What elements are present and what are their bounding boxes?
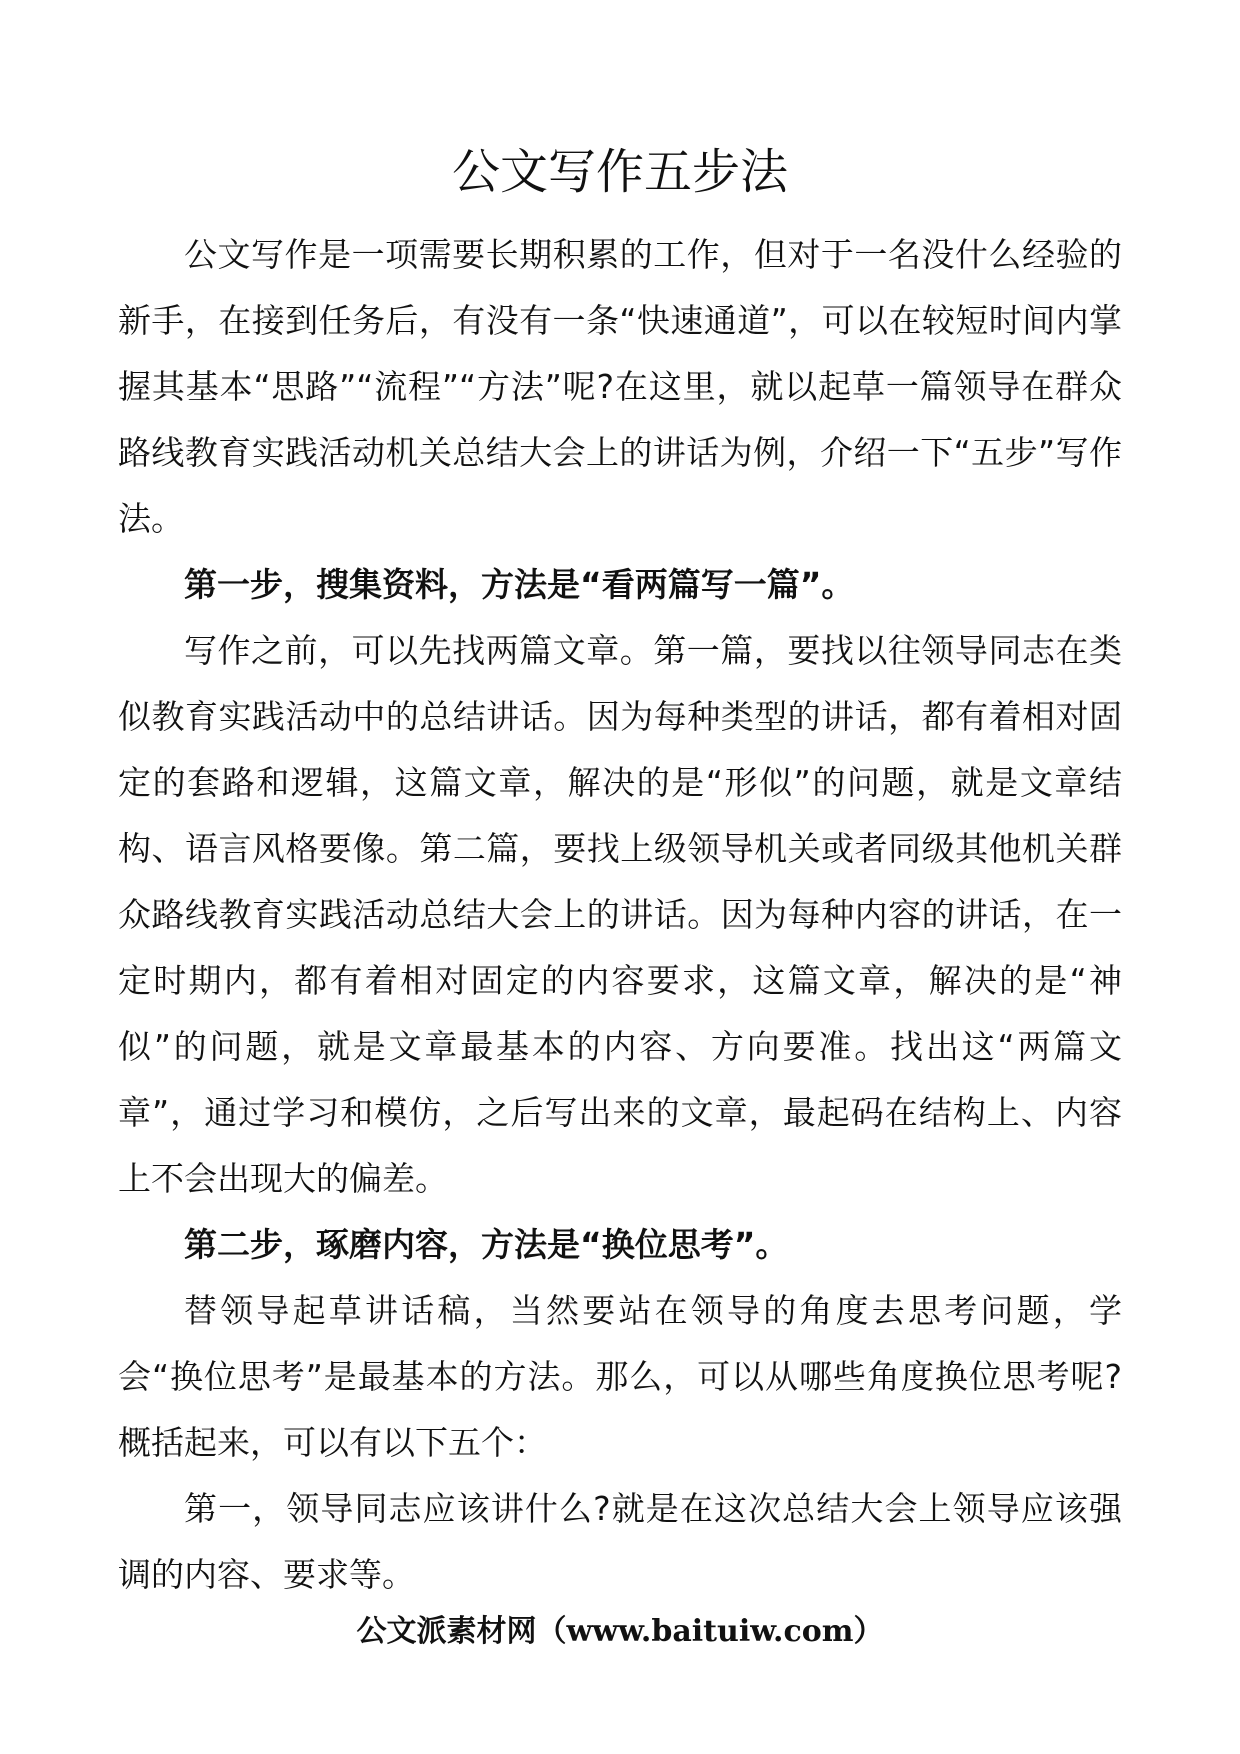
document-body [118,222,1122,1608]
step-one-heading: 第一步，搜集资料，方法是“看两篇写一篇”。 [184,565,855,604]
step-one-paragraph: 写作之前，可以先找两篇文章。第一篇，要找以往领导同志在类似教育实践活动中的总结讲话。因为每种类型的讲话，都有着相对固定的套路和逻辑，这篇文章，解决的是“形似”的问题，就是文章结构、语言风格要像。第二篇，要找上级领导机关或者同级其他机关群众路线教育实践活动总结大会上的讲话。因为每种内容的讲话，在一定时期内，都有着相对固定的内容要求，这篇文章，解决的是“神似”的问题，就是文章最基本的内容、方向要准。找出这“两篇文章”，通过学习和模仿，之后写出来的文章，最起码在结构上、内容上不会出现大的偏差。 [118,631,1122,1198]
intro-paragraph: 公文写作是一项需要长期积累的工作，但对于一名没什么经验的新手，在接到任务后，有没有一条“快速通道”，可以在较短时间内掌握其基本“思路”“流程”“方法”呢?在这里，就以起草一篇领导在群众路线教育实践活动机关总结大会上的讲话为例，介绍一下“五步”写作法。 [118,235,1122,538]
footer-source: 公文派素材网（www.baituiw.com） [356,1614,884,1649]
step-two-paragraph: 替领导起草讲话稿，当然要站在领导的角度去思考问题，学会“换位思考”是最基本的方法。那么，可以从哪些角度换位思考呢?概括起来，可以有以下五个： [118,1291,1122,1462]
document-title: 公文写作五步法 [451,144,788,200]
point-one-paragraph: 第一，领导同志应该讲什么?就是在这次总结大会上领导应该强调的内容、要求等。 [118,1489,1122,1594]
step-two-heading: 第二步，琢磨内容，方法是“换位思考”。 [184,1225,789,1264]
